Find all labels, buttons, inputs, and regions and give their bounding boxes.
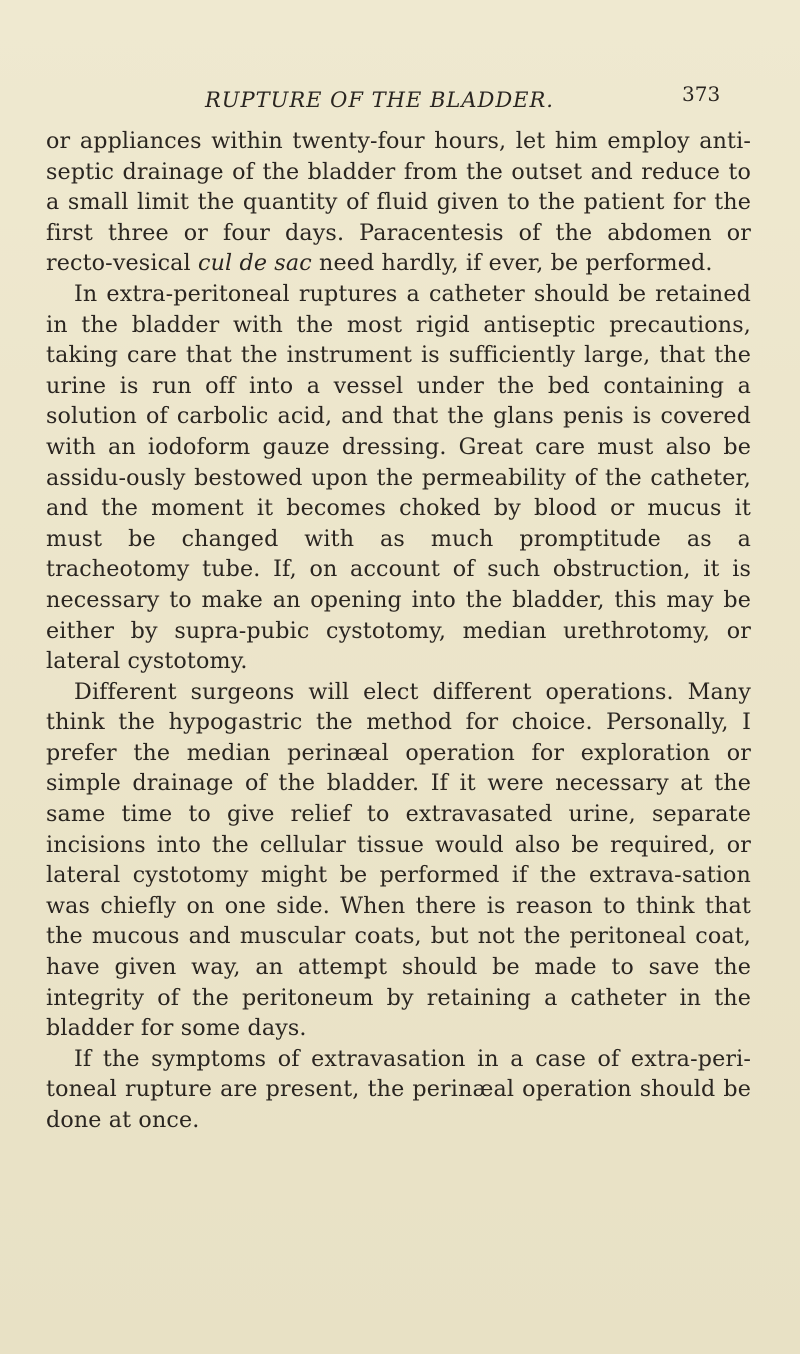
running-head xyxy=(0,82,800,118)
chapter-title: RUPTURE OF THE BLADDER. xyxy=(205,88,554,112)
paragraph xyxy=(46,126,751,279)
paragraph: Different surgeons will elect different operations. Many think the hypogastric the method for choice. Personally, I prefer the median perinæal operation for exploration or simple drainage of the bladder. If it were necessary at the same time to give relief to extravasated urine, separate incisions into the cellular tissue would also be required, or lateral cystotomy might be performed if the extrava-sation was chiefly on one side. When there is reason to think that the mucous and muscular coats, but not the peritoneal coat, have given way, an attempt should be made to save the integrity of the peritoneum by retaining a catheter in the bladder for some days. xyxy=(46,678,751,1042)
body-text xyxy=(46,126,751,1136)
paragraph: In extra-peritoneal ruptures a catheter should be retained in the bladder with the most rigid antiseptic precautions, taking care that the instrument is sufficiently large, that the urine is run off into a vessel under the bed containing a solution of carbolic acid, and that the glans penis is covered with an iodoform gauze dressing. Great care must also be assidu-ously bestowed upon the permeability of the catheter, and the moment it becomes choked by blood or mucus it must be changed with as much promptitude as a tracheotomy tube. If, on account of such obstruction, it is necessary to make an opening into the bladder, this may be either by supra-pubic cystotomy, median urethrotomy, or lateral cystotomy. xyxy=(46,280,751,675)
paragraph: If the symptoms of extravasation in a case of extra-peri-toneal rupture are present, the perinæal operation should be done at once. xyxy=(46,1045,751,1133)
page-number: 373 xyxy=(682,82,721,106)
paragraph-text: or appliances within twenty-four hours, let him employ anti-septic drainage of the bladder from the outset and reduce to a small limit the quantity of fluid given to the patient for the first three or four days. Paracentesis of the abdomen or recto-vesical xyxy=(46,128,751,277)
italic-phrase: cul de sac xyxy=(198,250,312,277)
paragraph-text: need hardly, if ever, be performed. xyxy=(311,250,713,277)
